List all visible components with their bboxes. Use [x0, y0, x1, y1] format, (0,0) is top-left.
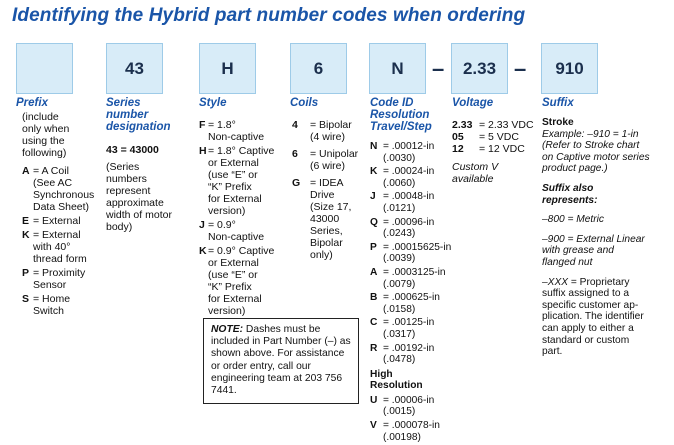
series-description: (Series numbers represent approximate width of motor body)	[106, 161, 172, 233]
coils-heading: Coils	[290, 97, 319, 109]
style-code-box: H	[199, 43, 256, 94]
list-item: C = .00125-in (.0317)	[370, 317, 435, 340]
style-column	[199, 119, 291, 319]
list-item: 12 = 12 VDC	[452, 143, 525, 155]
coils-column	[292, 119, 366, 263]
suffix-also-heading: Suffix also represents:	[542, 182, 598, 206]
stroke-description: Example: –910 = 1-in (Refer to Stroke chart on Captive motor series product page.)	[542, 128, 650, 175]
suffix-xxx-code: –XXX	[542, 276, 569, 288]
list-item: K = External with 40° thread form	[22, 229, 87, 265]
suffix-column	[542, 117, 670, 358]
series-equation: 43 = 43000	[106, 144, 159, 156]
series-column	[106, 144, 192, 233]
dash-separator: –	[514, 56, 527, 81]
list-item: J = .00048-in (.0121)	[370, 191, 435, 214]
voltage-code-box: 2.33	[451, 43, 508, 94]
list-item: E = External	[22, 215, 81, 227]
list-item: U = .00006-in (.0015)	[370, 394, 435, 418]
list-item: F = 1.8° Non-captive	[199, 119, 265, 143]
suffix-xxx-description: = Proprietary suffix assigned to a specific customer ap- plication. The identifier can apply to either a standard or custom part.	[542, 276, 644, 358]
voltage-column	[452, 119, 542, 185]
list-item: A = A Coil (See AC Synchronous Data Sheet)	[22, 165, 95, 213]
note-text: Dashes must be included in Part Number (–) as shown above. For assistance or order entry, call our engineering team at 203 756 7441.	[211, 324, 351, 397]
suffix-external: –900 = External Linear with grease and flanged nut	[542, 233, 645, 268]
code-id-box: N	[369, 43, 426, 94]
dash-separator: –	[432, 56, 445, 81]
coils-code-box: 6	[290, 43, 347, 94]
list-item: R = .00192-in (.0478)	[370, 342, 435, 366]
list-item: 4 = Bipolar (4 wire)	[292, 119, 352, 143]
suffix-proprietary	[542, 277, 670, 358]
list-item: Q = .00096-in (.0243)	[370, 216, 435, 240]
list-item: P = Proximity Sensor	[22, 267, 86, 291]
list-item: N = .00012-in (.0030)	[370, 141, 435, 164]
list-item: K = .00024-in (.0060)	[370, 166, 435, 189]
list-item: H = 1.8° Captive or External (use “E” or “K” Prefix for External version)	[199, 145, 275, 217]
list-item: B = .000625-in (.0158)	[370, 292, 440, 315]
list-item: 2.33 = 2.33 VDC	[452, 119, 534, 131]
suffix-code-box: 910	[541, 43, 598, 94]
list-item: 05 = 5 VDC	[452, 131, 519, 143]
suffix-metric: –800 = Metric	[542, 214, 605, 226]
prefix-subtitle: (include only when using the following)	[22, 111, 70, 159]
prefix-code-box	[16, 43, 73, 94]
high-resolution-heading: High Resolution	[370, 368, 423, 392]
list-item: S = Home Switch	[22, 293, 71, 317]
list-item: J = 0.9° Non-captive	[199, 219, 265, 243]
page-title: Identifying the Hybrid part number codes when ordering	[12, 5, 526, 26]
list-item: A = .0003125-in (.0079)	[370, 266, 446, 290]
list-item: G = IDEA Drive (Size 17, 43000 Series, Bipolar only)	[292, 177, 352, 261]
list-item: K = 0.9° Captive or External (use “E” or “K” Prefix for External version)	[199, 245, 275, 317]
series-code-box: 43	[106, 43, 163, 94]
list-item: V = .000078-in (.00198)	[370, 420, 440, 443]
suffix-heading: Suffix	[542, 97, 574, 109]
series-heading: Series number designation	[106, 97, 171, 133]
code-id-heading: Code ID Resolution Travel/Step	[370, 97, 432, 133]
prefix-heading: Prefix	[16, 97, 48, 109]
code-id-column	[370, 141, 452, 445]
custom-voltage-note: Custom V available	[452, 161, 499, 185]
list-item: P = .00015625-in (.0039)	[370, 241, 452, 265]
style-heading: Style	[199, 97, 227, 109]
note-label: NOTE:	[211, 324, 244, 335]
prefix-column	[22, 111, 102, 319]
voltage-heading: Voltage	[452, 97, 494, 109]
note-box	[203, 318, 359, 404]
stroke-title: Stroke	[542, 117, 574, 128]
list-item: 6 = Unipolar (6 wire)	[292, 148, 359, 172]
